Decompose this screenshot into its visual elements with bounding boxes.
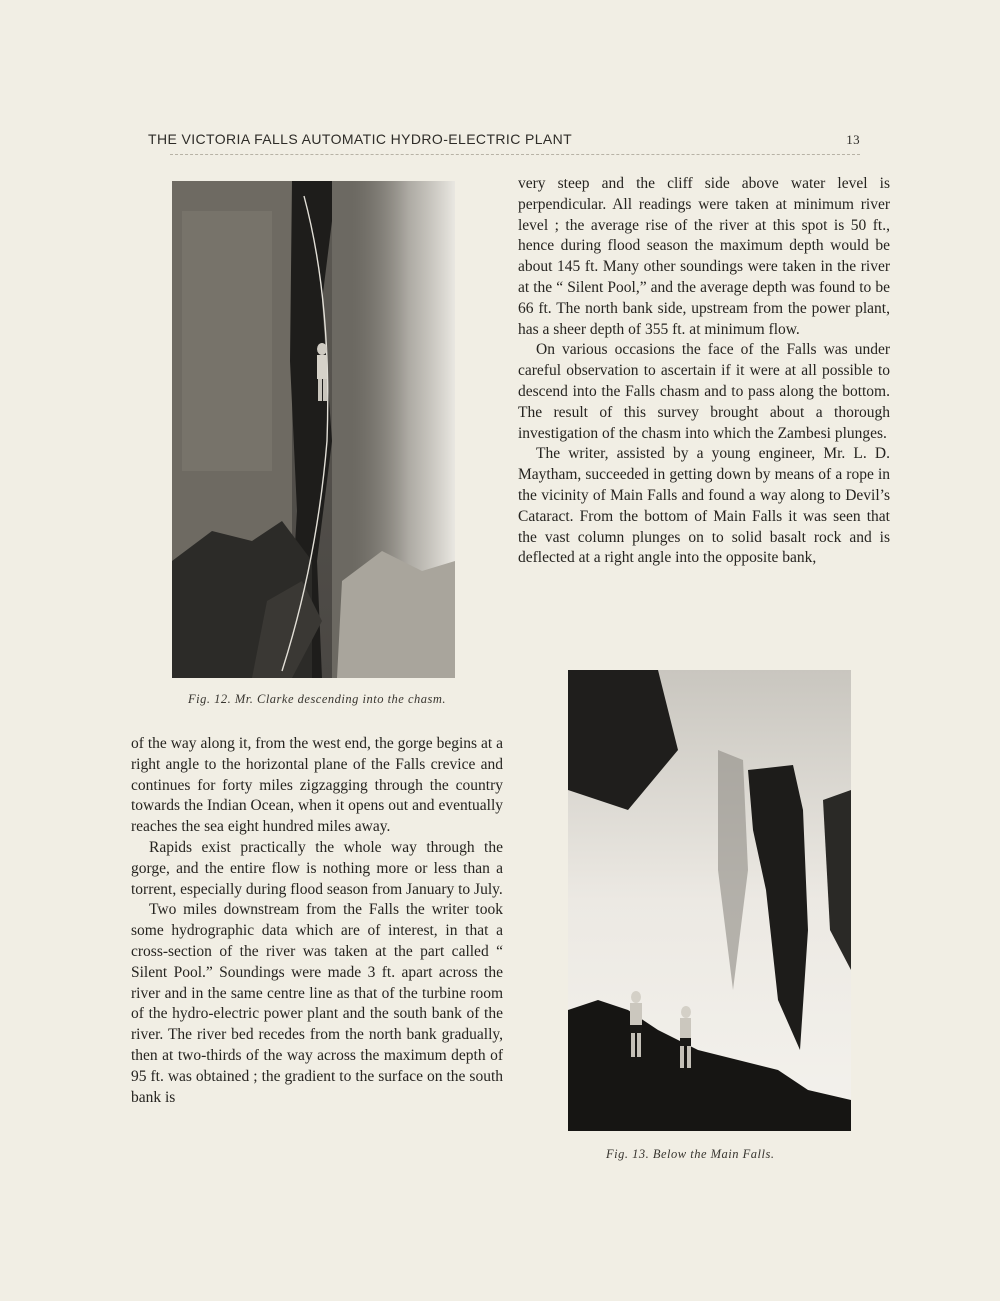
figure-12-caption: Fig. 12. Mr. Clarke descending into the chasm. [188,692,447,706]
paragraph: Two miles downstream from the Falls the writer took some hydrographic data which are of interest, in that a cross-section of the river was taken at the part called “ Silent Pool.” Soundings were made 3 ft. apart across the river and in the same centre line as that of the turbine room of the hydro-electric power plant and the south bank of the river. The river bed recedes from the north bank gradually, then at two-thirds of the way across the maximum depth of 95 ft. was obtained ; the gradient to the surface on the south bank is [131,901,503,1106]
running-title: THE VICTORIA FALLS AUTOMATIC HYDRO-ELECTRIC PLANT [148,131,573,147]
header-rule [170,154,860,155]
paragraph: very steep and the cliff side above water level is perpendicular. All readings were taken at minimum river level ; the average rise of the river at this spot is 50 ft., hence during flood season the maximum depth would be about 145 ft. Many other soundings were taken in the river at the “ Silent Pool,” and the average depth was found to be 66 ft. The north bank side, upstream from the power plant, has a sheer depth of 355 ft. at minimum flow. [518,175,890,338]
photo-climber-image [172,181,455,678]
paragraph: On various occasions the face of the Falls was under careful observation to ascertain if it were at all possible to descend into the Falls chasm and to pass along the bottom. The result of this survey brought about a thorough investigation of the chasm into which the Zambesi plunges. [518,341,890,442]
left-text-column [131,734,503,1108]
photo-falls-image [568,670,851,1131]
page-number: 13 [846,132,860,147]
paragraph: The writer, assisted by a young engineer, Mr. L. D. Maytham, succeeded in getting down by means of a rope in the vicinity of Main Falls and found a way along to Devil’s Cataract. From the bottom of Main Falls it was seen that the vast column plunges on to solid basalt rock and is deflected at a right angle into the opposite bank, [518,445,890,567]
photo-below-main-falls [568,670,851,1131]
running-header [148,131,860,148]
figure-13-caption: Fig. 13. Below the Main Falls. [606,1147,775,1161]
paragraph: of the way along it, from the west end, the gorge begins at a right angle to the horizontal plane of the Falls crevice and continues for forty miles zigzagging through the country towards the Indian Ocean, when it opens out and eventually reaches the sea eight hundred miles away. [131,735,503,836]
photo-climber-in-chasm [172,181,455,678]
right-text-column [518,174,890,569]
paragraph: Rapids exist practically the whole way through the gorge, and the entire flow is nothing more or less than a torrent, especially during flood season from January to July. [131,838,503,898]
